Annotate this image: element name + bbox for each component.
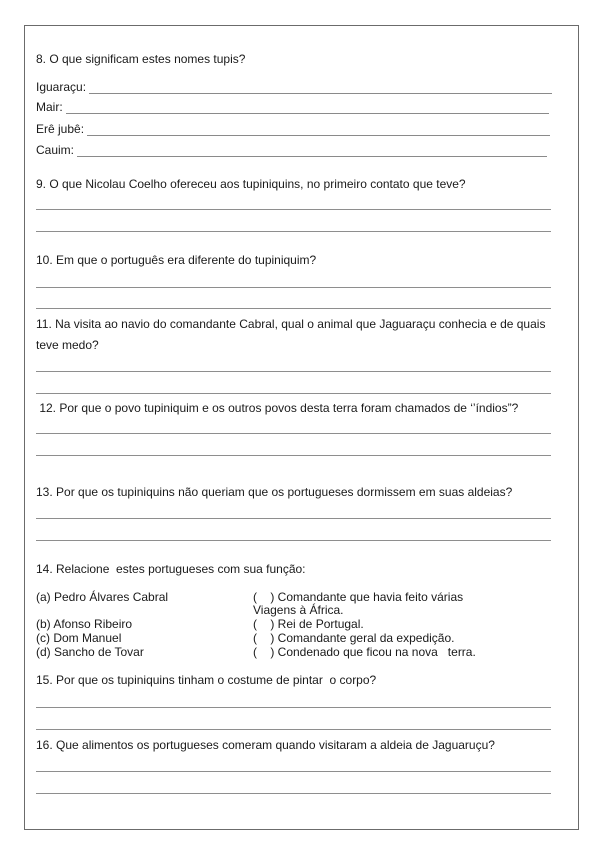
function-2 xyxy=(253,618,364,631)
person-d: (d) Sancho de Tovar xyxy=(36,645,144,659)
answer-line[interactable] xyxy=(36,455,551,456)
function-text: Condenado que ficou na nova terra. xyxy=(277,645,476,659)
question-15: 15. Por que os tupiniquins tinham o costume de pintar o corpo? xyxy=(36,673,377,687)
answer-line[interactable] xyxy=(36,771,551,772)
field-label: Iguaraçu: xyxy=(36,80,87,94)
function-text-continued: Viagens à África. xyxy=(253,603,344,617)
answer-blank[interactable] xyxy=(89,82,552,94)
function-text: Rei de Portugal. xyxy=(277,617,364,631)
answer-line[interactable] xyxy=(36,793,551,794)
function-text: Comandante geral da expedição. xyxy=(277,631,455,645)
question-12: 12. Por que o povo tupiniquim e os outros povos desta terra foram chamados de ‘’índios”? xyxy=(36,401,519,415)
question-10: 10. Em que o português era diferente do tupiniquim? xyxy=(36,253,317,267)
answer-line[interactable] xyxy=(36,231,551,232)
answer-line[interactable] xyxy=(36,729,551,730)
person-b: (b) Afonso Ribeiro xyxy=(36,617,133,631)
question-11-line2: teve medo? xyxy=(36,338,99,352)
answer-line[interactable] xyxy=(36,393,551,394)
function-1-continued xyxy=(253,604,344,617)
function-3 xyxy=(253,632,454,645)
match-blank[interactable]: ( ) xyxy=(253,645,275,659)
person-a: (a) Pedro Álvares Cabral xyxy=(36,590,169,604)
function-4 xyxy=(253,646,476,659)
answer-line[interactable] xyxy=(36,209,551,210)
answer-line[interactable] xyxy=(36,371,551,372)
question-13: 13. Por que os tupiniquins não queriam que os portugueses dormissem em suas aldeias? xyxy=(36,485,513,499)
match-blank[interactable]: ( ) xyxy=(253,617,275,631)
question-14: 14. Relacione estes portugueses com sua função: xyxy=(36,562,306,576)
question-9: 9. O que Nicolau Coelho ofereceu aos tupiniquins, no primeiro contato que teve? xyxy=(36,177,466,191)
field-cauim[interactable] xyxy=(36,143,547,157)
answer-line[interactable] xyxy=(36,518,551,519)
answer-line[interactable] xyxy=(36,287,551,288)
function-text: Comandante que havia feito várias xyxy=(277,590,464,604)
question-16: 16. Que alimentos os portugueses comeram quando visitaram a aldeia de Jaguaruçu? xyxy=(36,738,495,752)
answer-blank[interactable] xyxy=(87,124,550,136)
answer-blank[interactable] xyxy=(66,102,549,114)
field-label: Cauim: xyxy=(36,143,75,157)
answer-blank[interactable] xyxy=(77,145,547,157)
answer-line[interactable] xyxy=(36,540,551,541)
person-c: (c) Dom Manuel xyxy=(36,631,122,645)
match-blank[interactable]: ( ) xyxy=(253,631,275,645)
field-label: Mair: xyxy=(36,100,63,114)
field-iguaracu[interactable] xyxy=(36,80,552,94)
match-blank[interactable]: ( ) xyxy=(253,590,275,604)
field-label: Erê jubê: xyxy=(36,122,85,136)
field-ere-jube[interactable] xyxy=(36,122,550,136)
question-11-line1: 11. Na visita ao navio do comandante Cabral, qual o animal que Jaguaraçu conhecia e de quais xyxy=(36,317,546,331)
answer-line[interactable] xyxy=(36,433,551,434)
field-mair[interactable] xyxy=(36,100,549,114)
answer-line[interactable] xyxy=(36,308,551,309)
question-8: 8. O que significam estes nomes tupis? xyxy=(36,52,246,66)
answer-line[interactable] xyxy=(36,707,551,708)
